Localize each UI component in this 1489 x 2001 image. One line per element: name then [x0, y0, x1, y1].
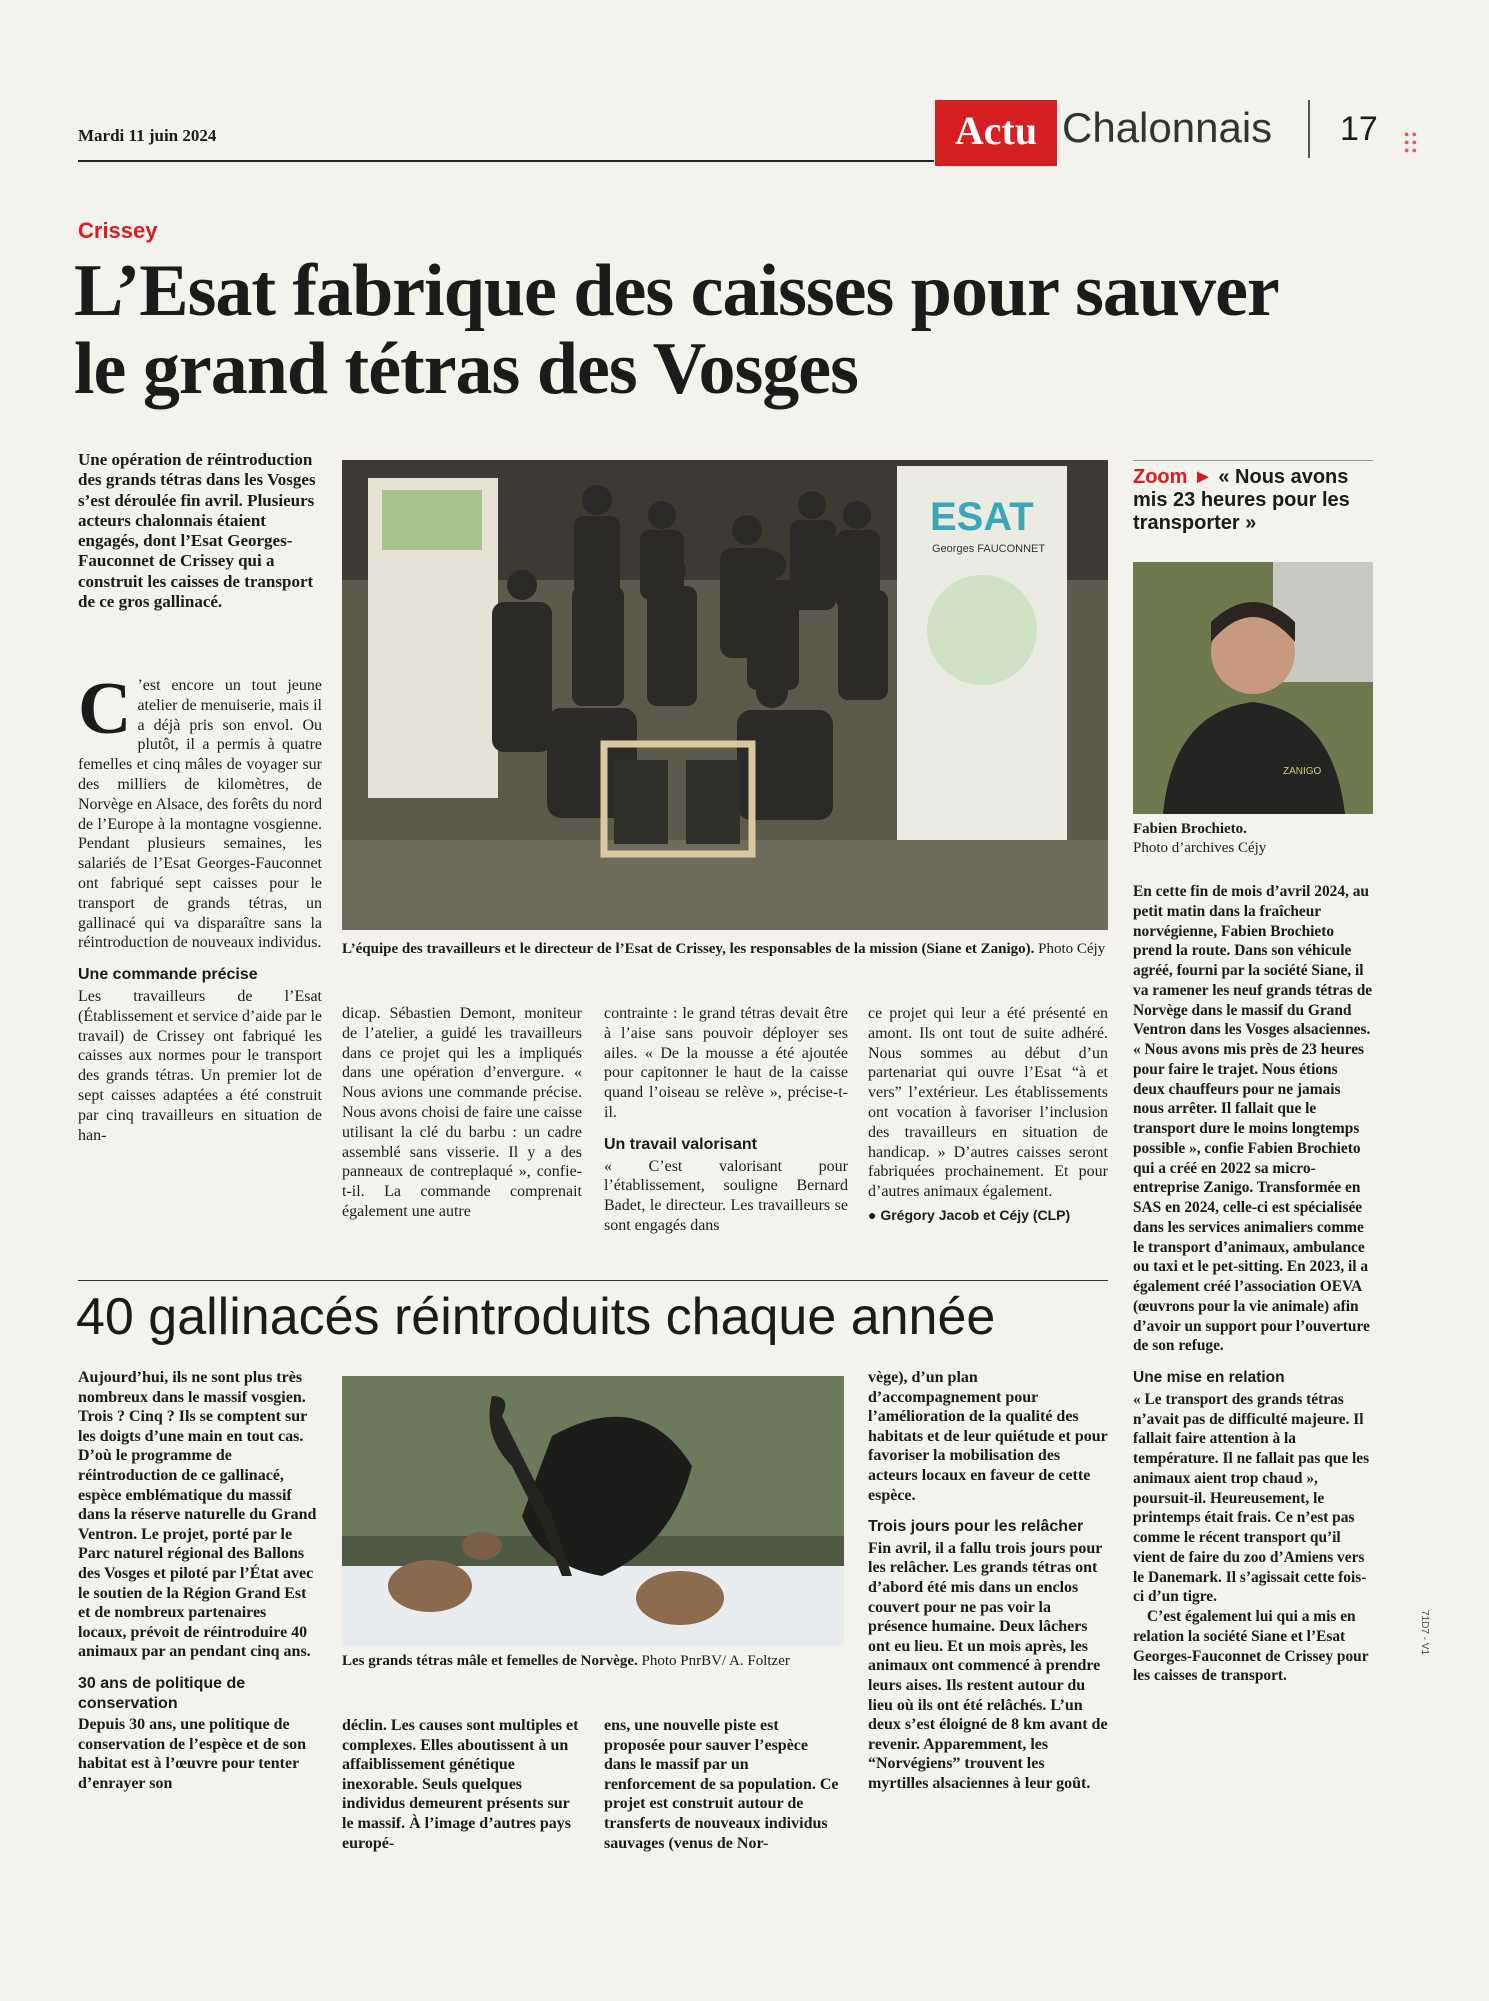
col2-paragraph-1: dicap. Sébastien Demont, moniteur de l’atelier, a guidé les travailleurs dans ce projet qui les a impliqués dans une opération d’envergure. « Nous avions une commande précise. Nous avons choisi de faire une caisse utilisant la clé du barbu : un cadre assemblé sans visserie. Il y a des panneaux de contreplaqué », confie-t-il. La commande comprenait également une autre: [342, 1005, 582, 1220]
zoom-body: [1133, 882, 1373, 1686]
portrait-caption-credit: Photo d’archives Céjy: [1133, 840, 1267, 856]
portrait-drawing: [1133, 562, 1373, 814]
esat-banner-title: ESAT: [930, 495, 1034, 539]
second-col2-paragraph-1: déclin. Les causes sont multiples et complexes. Elles aboutissent à un affaiblissement génétique inexorable. Seuls quelques individus demeurent présents sur le massif. À l’image d’autres pays europé-: [342, 1717, 579, 1852]
team-photo: [342, 460, 1108, 930]
zoom-subhead: Une mise en relation: [1133, 1369, 1285, 1386]
col1-paragraph-2: Les travailleurs de l’Esat (Établissement et service d’aide par le travail) de Crissey ont fabriqué les caisses aux normes pour le transport des grands tétras. Un premier lot de sept caisses adaptées a été construit par cinq travailleurs en situation de han-: [78, 987, 322, 1144]
grouse-drawing: [342, 1376, 844, 1646]
zoom-label: Zoom ►: [1133, 466, 1213, 488]
col1-paragraph-1: ’est encore un tout jeune atelier de menuiserie, mais il a déjà pris son envol. Ou plutôt, il a permis à quatre femelles et cinq mâles de voyager sur des milliers de kilomètres, de Norvège en Alsace, des forêts du nord de l’Europe à la montagne vosgienne. Pendant plusieurs semaines, les salariés de l’Esat Georges-Fauconnet ont fabriqué sept caisses pour le transport de grands tétras, un gallinacé qui va disparaître sans la réintroduction de nouveaux individus.: [78, 677, 322, 952]
zoom-paragraph-2: « Le transport des grands tétras n’avait pas de difficulté majeure. Il fallait faire attention à la température. Il ne fallait pas que les animaux aient trop chaud », poursuit-il. Heureusement, le printemps était frais. Ce n’est pas comme le récent transport qu’il vient de faire du zoo d’Amiens vers le Danemark. Il s’agissait cette fois-ci d’un tigre.: [1133, 1390, 1370, 1606]
header-divider: [1308, 100, 1310, 158]
decor-dots-icon: ● ● ● ● ● ●: [1404, 129, 1418, 155]
second-story-rule: [78, 1280, 1108, 1281]
drop-cap: C: [78, 668, 132, 750]
article-column-4: [868, 1004, 1108, 1226]
col4-paragraph-1: ce projet qui leur a été présenté en amont. Ils ont tout de suite adhéré. Nous sommes au début d’un partenariat qui ouvre l’Esat “à et vers” l’extérieur. Les établissements ont vocation à favoriser l’inclusion des travailleurs en situation de handicap. » D’autres caisses seront fabriquées prochainement. Et pour d’autres animaux également.: [868, 1005, 1108, 1201]
article-kicker: Crissey: [78, 218, 158, 243]
second-col4-paragraph-1: vège), d’un plan d’accompagnement pour l’amélioration de la qualité des habitats et de leur quiétude et pour favoriser la mobilisation des acteurs locaux en faveur de cette espèce.: [868, 1369, 1108, 1504]
second-subhead-relacher: Trois jours pour les relâcher: [868, 1518, 1084, 1536]
team-photo-credit: Photo Céjy: [1038, 941, 1106, 957]
zoom-top-rule: [1133, 460, 1373, 461]
second-column-1: [78, 1368, 318, 1793]
article-column-1: [78, 668, 322, 1145]
second-title: 40 gallinacés réintroduits chaque année: [76, 1288, 996, 1346]
team-photo-caption-text: L’équipe des travailleurs et le directeur de l’Esat de Crissey, les responsables de la mission (Siane et Zanigo).: [342, 941, 1035, 957]
esat-banner-subtitle: Georges FAUCONNET: [932, 543, 1046, 555]
second-subhead-conservation: 30 ans de politique de conservation: [78, 1674, 246, 1712]
article-column-3: [604, 1004, 848, 1236]
side-code: 71D7 - V1: [1419, 1610, 1430, 1656]
section-name: Chalonnais: [1062, 104, 1273, 151]
zoom-paragraph-3: C’est également lui qui a mis en relation la société Siane et l’Esat Georges-Fauconnet de Crissey pour les caisses de transport.: [1133, 1608, 1369, 1685]
subhead-commande: Une commande précise: [78, 966, 258, 984]
second-col3-paragraph-1: ens, une nouvelle piste est proposée pour sauver l’espèce dans le massif par un renforcement de sa population. Ce projet est construit autour de transferts de nouveaux individus sauvages (venus de Nor-: [604, 1717, 839, 1852]
zoom-title: « Nous avons mis 23 heures pour les transporter »: [1133, 466, 1350, 534]
article-title: L’Esat fabrique des caisses pour sauver le grand tétras des Vosges: [74, 250, 1278, 410]
grouse-photo: [342, 1376, 844, 1646]
zanigo-logo-text: ZANIGO: [1283, 766, 1322, 777]
portrait-caption-name: Fabien Brochieto.: [1133, 821, 1247, 837]
col3-paragraph-2: « C’est valorisant pour l’établissement, souligne Bernard Badet, le directeur. Les travailleurs se sont engagés dans: [604, 1157, 848, 1234]
issue-date: Mardi 11 juin 2024: [78, 126, 217, 145]
second-col1-paragraph-2: Depuis 30 ans, une politique de conservation de l’espèce et de son habitat est à l’œuvre pour tenter d’enrayer son: [78, 1716, 306, 1792]
grouse-caption-credit: Photo PnrBV/ A. Foltzer: [641, 1653, 790, 1669]
second-column-4: [868, 1368, 1108, 1793]
article-lead: Une opération de réintroduction des grands tétras dans les Vosges s’est déroulée fin avril. Plusieurs acteurs chalonnais étaient engagés, dont l’Esat Georges-Fauconnet de Crissey qui a construit les caisses de transport de ce gros gallinacé.: [78, 450, 316, 612]
grouse-photo-caption: [342, 1652, 844, 1671]
grouse-caption-text: Les grands tétras mâle et femelles de Norvège.: [342, 1653, 638, 1669]
subhead-valorisant: Un travail valorisant: [604, 1135, 757, 1153]
col3-paragraph-1: contrainte : le grand tétras devait être à l’aise sans pouvoir déployer ses ailes. « De la mousse a été ajoutée pour capitonner le haut de la caisse quand l’oiseau se relève », précise-t-il.: [604, 1005, 848, 1121]
portrait-photo: [1133, 562, 1373, 814]
team-photo-caption: [342, 940, 1108, 959]
header-rule: [78, 160, 934, 162]
zoom-paragraph-1: En cette fin de mois d’avril 2024, au petit matin dans la fraîcheur norvégienne, Fabien Brochieto prend la route. Dans son véhicule agréé, fourni par la société Siane, il va ramener les neuf grands tétras de Norvège dans le massif du Grand Ventron dans les Vosges alsaciennes. « Nous avons mis près de 23 heures pour faire le trajet. Nous étions deux chauffeurs pour ne jamais nous arrêter. Il fallait que le transport dure le moins longtemps possible », confie Fabien Brochieto qui a créé en 2022 sa micro-entreprise Zanigo. Transformée en SAS en 2024, celle-ci est spécialisée dans les services animaliers comme le transport d’animaux, ambulance ou taxi et le pet-sitting. En 2023, il a également créé l’association OEVA (œuvrons pour la vie animale) afin d’avoir un support pour l’ouverture de son refuge.: [1133, 883, 1373, 1355]
article-column-2: [342, 1004, 582, 1222]
zoom-heading: [1133, 466, 1373, 535]
second-col4-paragraph-2: Fin avril, il a fallu trois jours pour les relâcher. Les grands tétras ont d’abord été mis dans un enclos couvert pour ne pas voir la présence humaine. Deux lâchers ont eu lieu. Et un mois après, les animaux ont commencé à prendre leurs aises. Ils restent autour du lieu où ils ont été relâchés. L’un deux s’est éloigné de 8 km avant de revenir. Apparemment, les “Norvégiens” trouvent les myrtilles alsaciennes à leur goût.: [868, 1539, 1108, 1792]
page-number: 17: [1340, 110, 1378, 148]
second-col1-paragraph-1: Aujourd’hui, ils ne sont plus très nombreux dans le massif vosgien. Trois ? Cinq ? Ils se comptent sur les doigts d’une main en tout cas. D’où le programme de réintroduction de ce gallinacé, espèce emblématique du massif dans la réserve naturelle du Grand Ventron. Le projet, porté par le Parc naturel régional des Ballons des Vosges et piloté par l’État avec le soutien de la Région Grand Est et de nombreux partenaires locaux, prévoit de réintroduire 40 animaux par an pendant cinq ans.: [78, 1369, 317, 1661]
team-photo-drawing: [342, 460, 1108, 930]
article-signature: ● Grégory Jacob et Céjy (CLP): [868, 1206, 1071, 1223]
second-column-2: [342, 1716, 580, 1853]
section-badge: Actu: [935, 100, 1057, 166]
second-column-3: [604, 1716, 842, 1853]
portrait-caption: [1133, 820, 1373, 858]
